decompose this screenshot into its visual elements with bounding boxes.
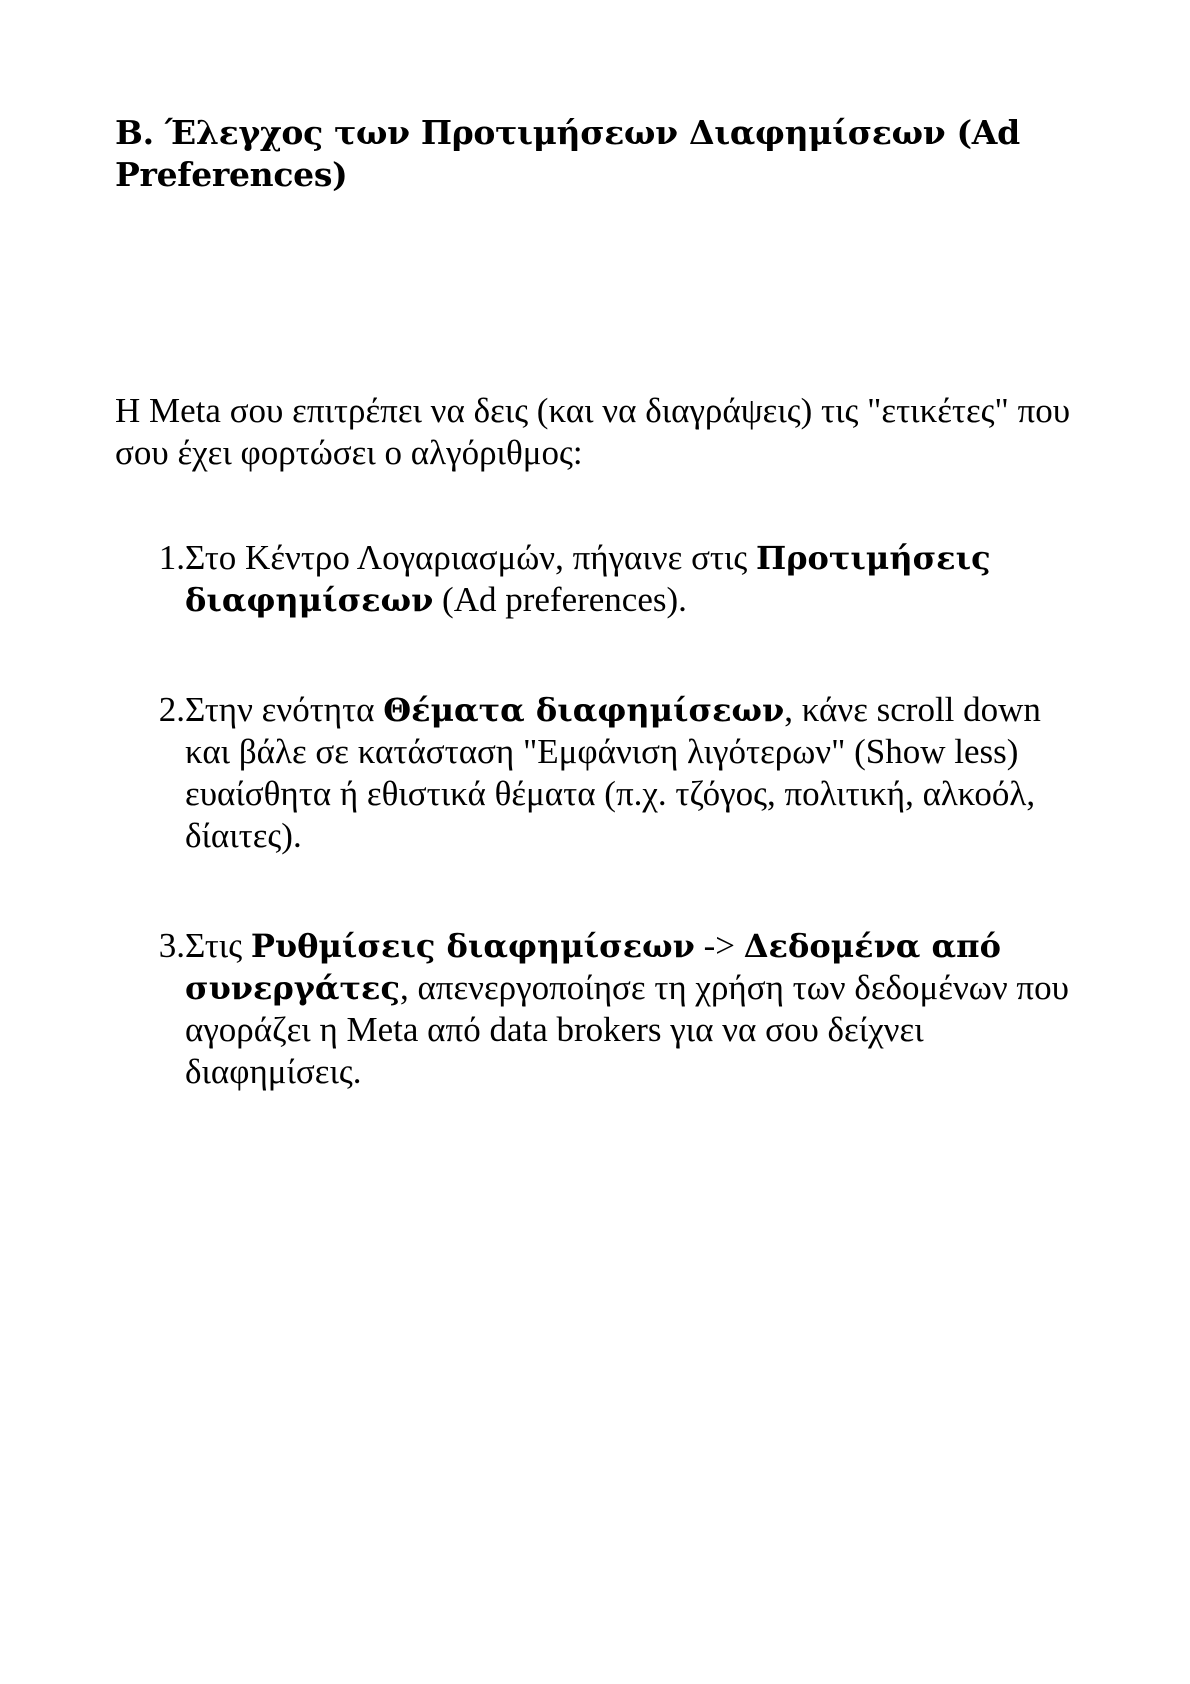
list-item [115,925,1075,1093]
list-item [115,537,1075,621]
intro-paragraph: Η Meta σου επιτρέπει να δεις (και να διαγράψεις) τις "ετικέτες" που σου έχει φορτώσει ο αλγόριθμος: [115,391,1071,472]
steps-list [115,537,1075,1093]
list-item-text: Στις [185,926,251,965]
list-item-bold-text: Θέματα διαφημίσεων [383,691,785,729]
list-item-number: 1. [158,538,185,577]
list-item-text: Στην ενότητα [185,690,384,729]
list-item-bold-text: Προτιμήσεις διαφημίσεων [185,539,991,619]
section-heading: B. Έλεγχος των Προτιμήσεων Διαφημίσεων (Ad Preferences) [115,113,1020,194]
list-item-number: 2. [158,690,185,729]
list-item-number: 3. [158,926,185,965]
list-item-text: , απενεργοποίησε τη χρήση των δεδομένων που αγοράζει η Meta από data brokers για να σου δείχνει διαφημίσεις. [185,968,1069,1091]
list-item [115,689,1075,857]
list-item-text: -> [694,926,744,965]
list-item-text: Στο Κέντρο Λογαριασμών, πήγαινε στις [185,538,757,577]
list-item-bold-text: Ρυθμίσεις διαφημίσεων [250,927,695,965]
list-item-text: , κάνε scroll down και βάλε σε κατάσταση "Εμφάνιση λιγότερων" (Show less) ευαίσθητα ή εθιστικά θέματα (π.χ. τζόγος, πολιτική, αλκοόλ, δίαιτες). [185,690,1041,855]
list-item-text: (Ad preferences). [433,580,687,619]
list-item-bold-text: Δεδομένα από συνεργάτες [185,927,1001,1007]
